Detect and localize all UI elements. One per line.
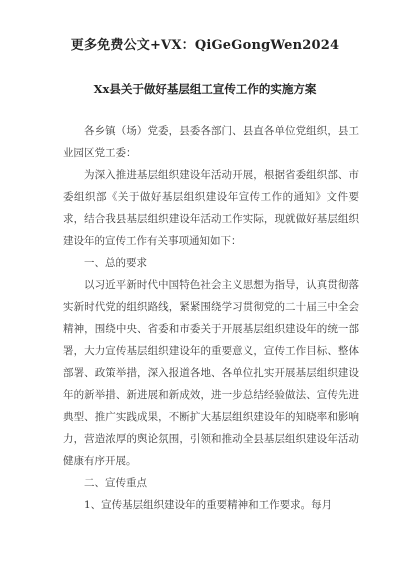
promo-header: 更多免费公文+VX：QiGeGongWen2024: [70, 38, 340, 53]
general-requirements-paragraph: 以习近平新时代中国特色社会主义思想为指导，认真贯彻落实新时代党的组织路线，紧紧围绕学习贯彻党的二十届三中全会精神，围绕中央、省委和市委关于开展基层组织建设年的统一部署，大力宣传基层组织建设年的重要意义，宣传工作目标、整体部署、政策举措，深入报道各地、各单位扎实开展基层组织建设年的新举措、新进展和新成效，进一步总结经验做法、宣传先进典型、推广实践成果，不断扩大基层组织建设年的知晓率和影响力，营造浓厚的舆论氛围，引领和推动全县基层组织建设年活动健康有序开展。: [63, 279, 359, 467]
publicity-focus-item-1: 1、宣传基层组织建设年的重要精神和工作要求。每月: [84, 499, 333, 511]
document-body: [63, 120, 359, 516]
section-heading-publicity-focus: 二、宣传重点: [84, 477, 147, 489]
document-title: Xx县关于做好基层组工宣传工作的实施方案: [93, 82, 317, 96]
section-heading-general-requirements: 一、总的要求: [84, 257, 147, 269]
salutation-paragraph: 各乡镇（场）党委，县委各部门、县直各单位党组织，县工业园区党工委：: [63, 125, 359, 159]
intro-paragraph: 为深入推进基层组织建设年活动开展，根据省委组织部、市委组织部《关于做好基层组织建设年宣传工作的通知》文件要求，结合我县基层组织建设年活动工作实际，现就做好基层组织建设年的宣传工作有关事项通知如下：: [63, 169, 359, 247]
